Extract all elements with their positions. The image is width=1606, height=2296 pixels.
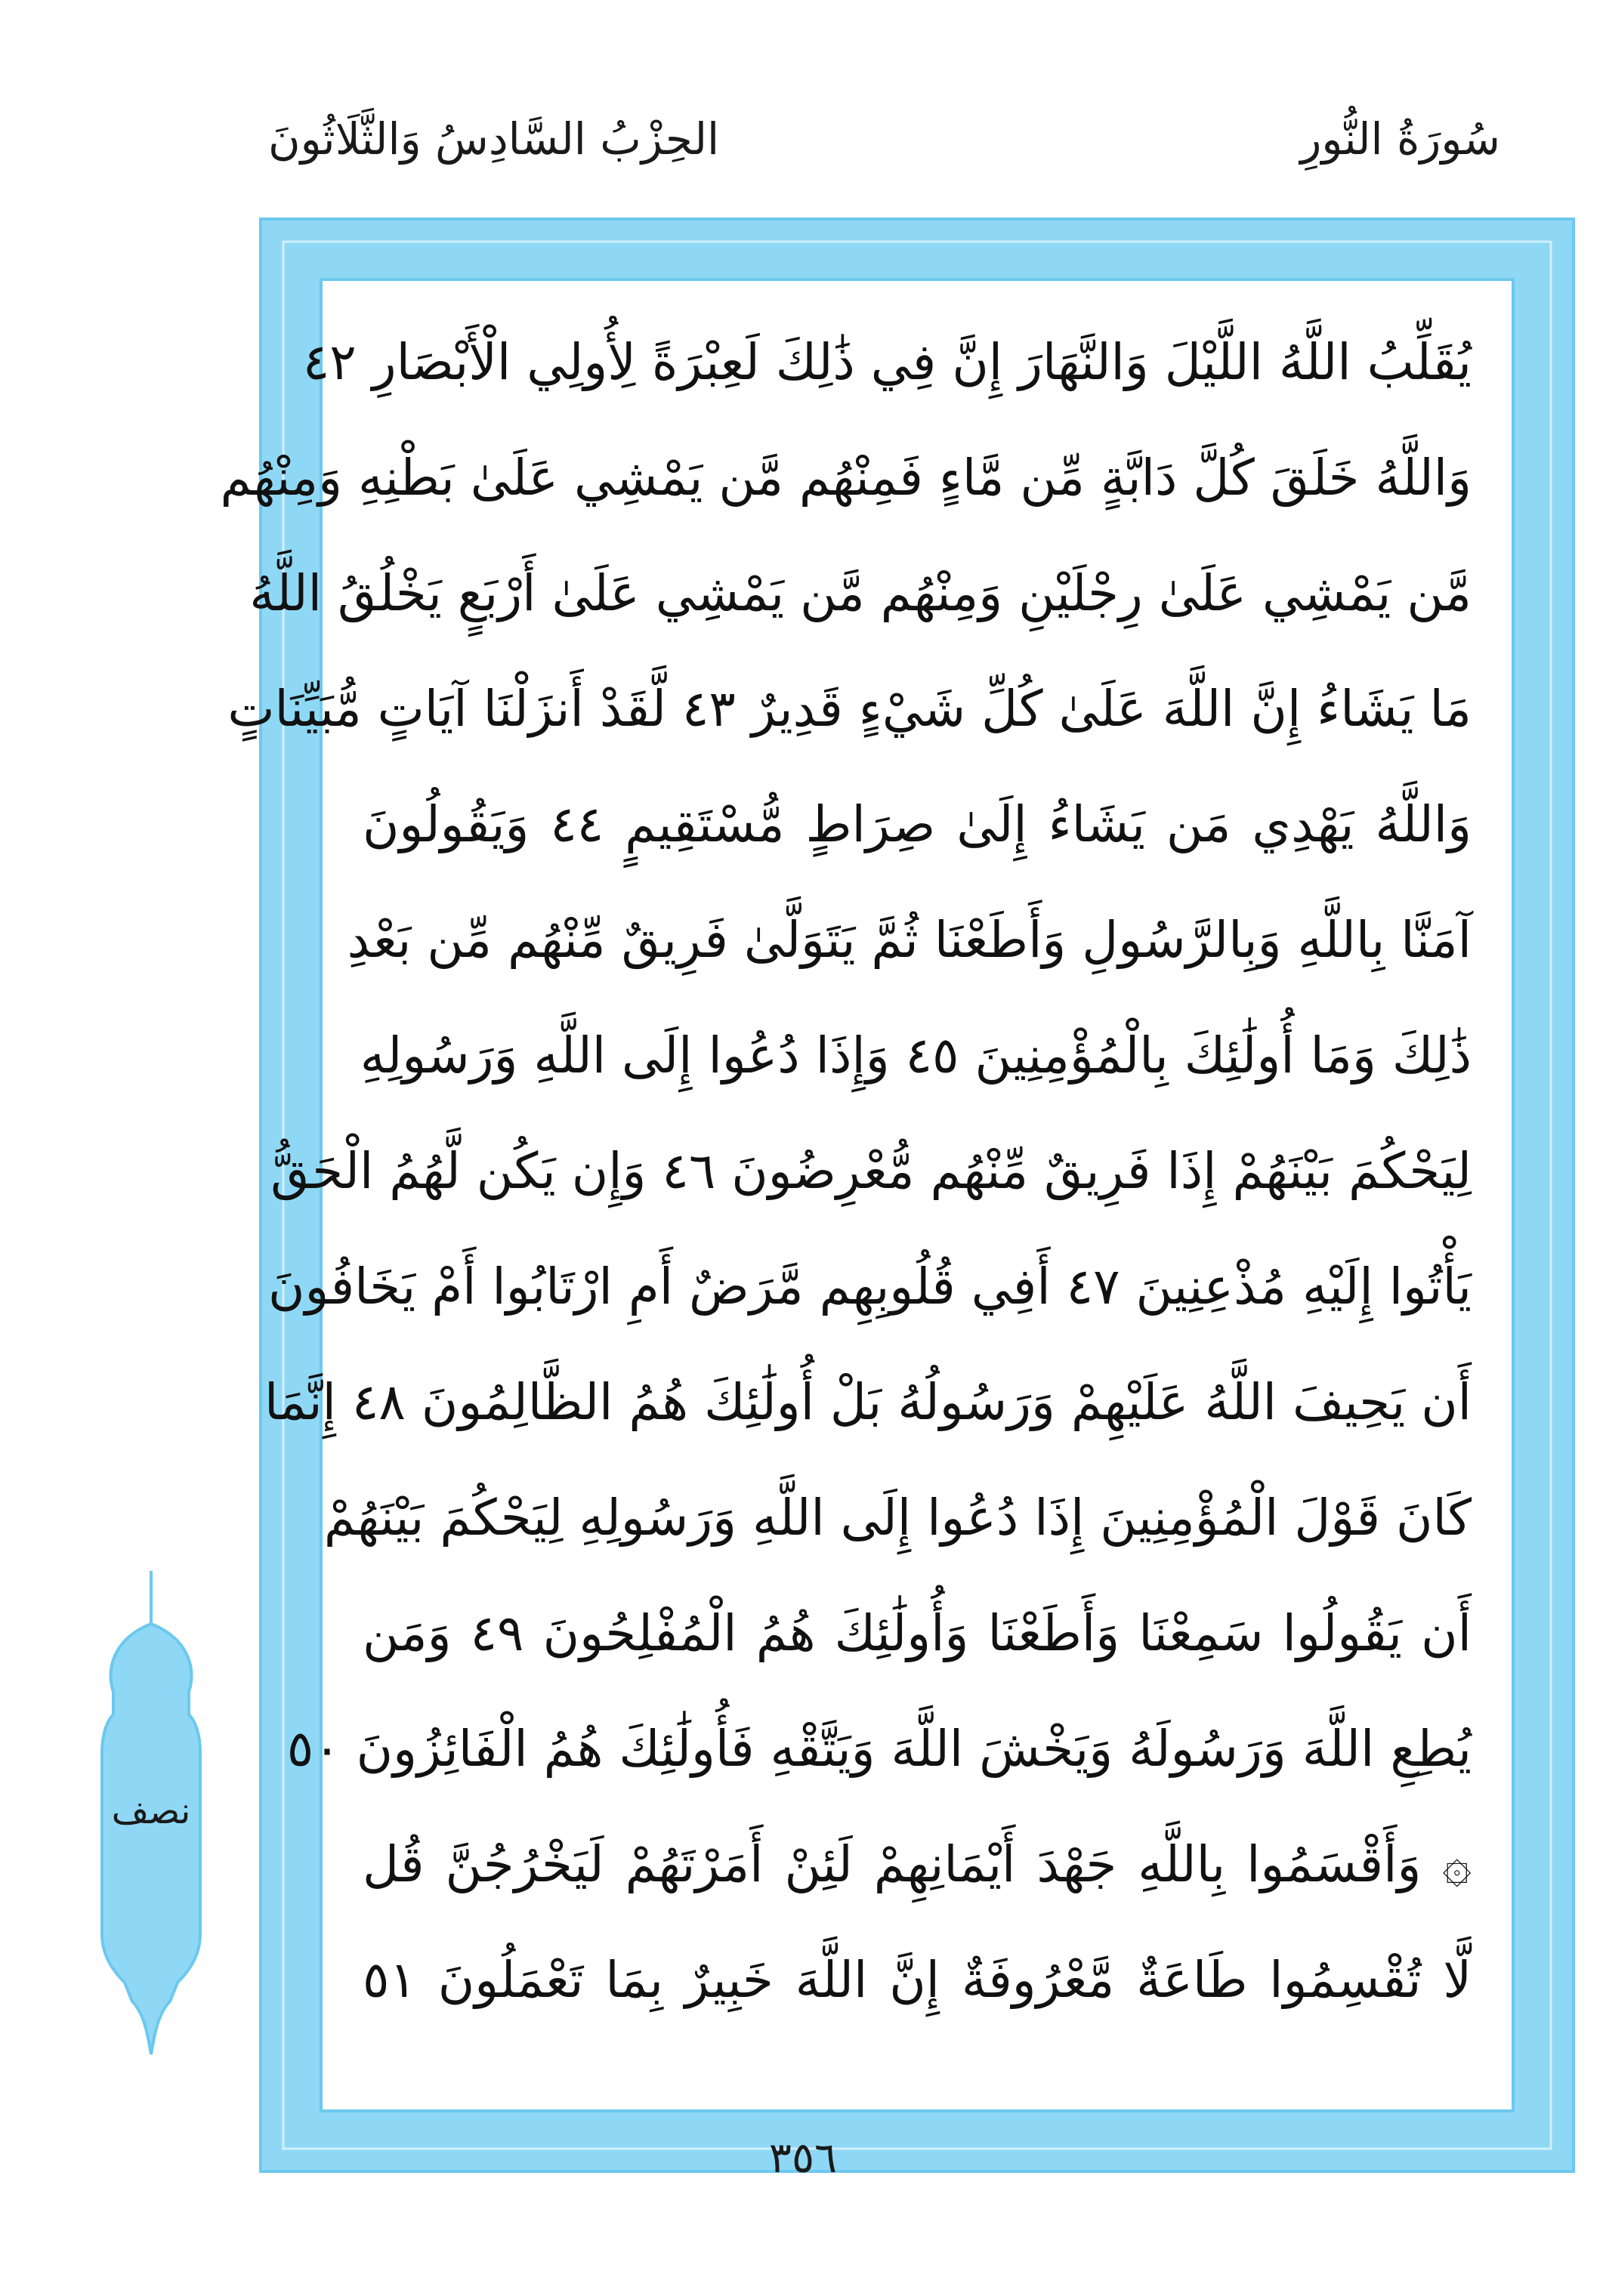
text-line-13: يُطِعِ اللَّهَ وَرَسُولَهُ وَيَخْشَ اللَّهَ وَيَتَّقْهِ فَأُولَٰئِكَ هُمُ الْفَائِزُونَ ٥٠: [286, 1720, 1472, 1778]
text-line-1: يُقَلِّبُ اللَّهُ اللَّيْلَ وَالنَّهَارَ إِنَّ فِي ذَٰلِكَ لَعِبْرَةً لِأُولِي الْأَبْصَارِ ٤٢: [302, 333, 1472, 391]
text-line-7: ذَٰلِكَ وَمَا أُولَٰئِكَ بِالْمُؤْمِنِينَ ٤٥ وَإِذَا دُعُوا إِلَى اللَّهِ وَرَسُولِهِ: [360, 1026, 1472, 1085]
text-line-2: وَاللَّهُ خَلَقَ كُلَّ دَابَّةٍ مِّن مَّاءٍ فَمِنْهُم مَّن يَمْشِي عَلَىٰ بَطْنِهِ وَمِنْهُم: [220, 449, 1472, 507]
text-line-10: أَن يَحِيفَ اللَّهُ عَلَيْهِمْ وَرَسُولُهُ بَلْ أُولَٰئِكَ هُمُ الظَّالِمُونَ ٤٨ إِنَّمَا: [264, 1373, 1472, 1431]
text-line-12: أَن يَقُولُوا سَمِعْنَا وَأَطَعْنَا وَأُولَٰئِكَ هُمُ الْمُفْلِحُونَ ٤٩ وَمَن: [363, 1604, 1472, 1662]
text-line-15: لَّا تُقْسِمُوا طَاعَةٌ مَّعْرُوفَةٌ إِنَّ اللَّهَ خَبِيرٌ بِمَا تَعْمَلُونَ ٥١: [363, 1951, 1472, 2009]
text-line-3: مَّن يَمْشِي عَلَىٰ رِجْلَيْنِ وَمِنْهُم مَّن يَمْشِي عَلَىٰ أَرْبَعٍ يَخْلُقُ اللَّهُ: [249, 564, 1472, 622]
text-line-11: كَانَ قَوْلَ الْمُؤْمِنِينَ إِذَا دُعُوا إِلَى اللَّهِ وَرَسُولِهِ لِيَحْكُمَ بَيْنَهُمْ: [323, 1489, 1472, 1547]
hizb-name-header: الحِزْبُ السَّادِسُ وَالثَّلَاثُونَ: [268, 113, 720, 165]
quran-text-panel: [220, 291, 1502, 2100]
text-line-14: ۞ وَأَقْسَمُوا بِاللَّهِ جَهْدَ أَيْمَانِهِمْ لَئِنْ أَمَرْتَهُمْ لَيَخْرُجُنَّ قُل: [363, 1835, 1472, 1893]
surah-name-header: سُورَةُ النُّورِ: [1300, 113, 1500, 165]
text-line-4: مَا يَشَاءُ إِنَّ اللَّهَ عَلَىٰ كُلِّ شَيْءٍ قَدِيرٌ ٤٣ لَّقَدْ أَنزَلْنَا آيَاتٍ مُّبَيِّنَاتٍ: [227, 680, 1472, 738]
nisf-marker-label: نصف: [111, 1790, 191, 1832]
page-number: ٣٥٦: [768, 2134, 838, 2183]
text-line-5: وَاللَّهُ يَهْدِي مَن يَشَاءُ إِلَىٰ صِرَاطٍ مُّسْتَقِيمٍ ٤٤ وَيَقُولُونَ: [363, 795, 1472, 853]
text-line-8: لِيَحْكُمَ بَيْنَهُمْ إِذَا فَرِيقٌ مِّنْهُم مُّعْرِضُونَ ٤٦ وَإِن يَكُن لَّهُمُ الْحَقُّ: [270, 1142, 1472, 1200]
text-line-9: يَأْتُوا إِلَيْهِ مُذْعِنِينَ ٤٧ أَفِي قُلُوبِهِم مَّرَضٌ أَمِ ارْتَابُوا أَمْ يَخَافُونَ: [268, 1258, 1472, 1316]
text-line-6: آمَنَّا بِاللَّهِ وَبِالرَّسُولِ وَأَطَعْنَا ثُمَّ يَتَوَلَّىٰ فَرِيقٌ مِّنْهُم مِّن بَعْدِ: [347, 911, 1472, 969]
